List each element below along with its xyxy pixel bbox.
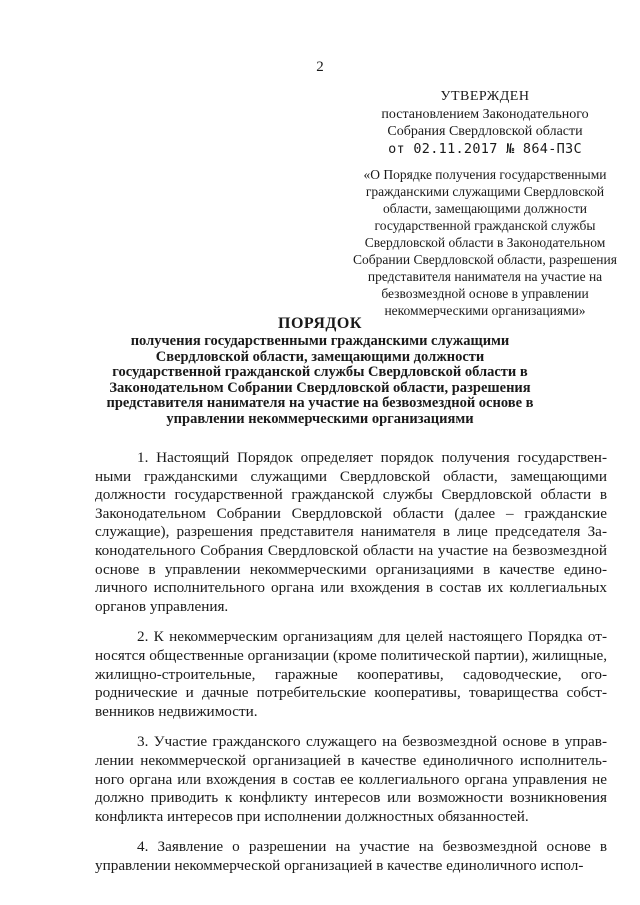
decree-number: от 02.11.2017 № 864-ПЗС [388, 140, 582, 157]
decree-title: «О Порядке получения государственными гражданскими служащими Свердловской области, замещающими должности государственной гражданской службы Свердловской области в Законодательном Собрании Свердловской области, разрешения представителя нанимателя на участие на безвозмездной основе в управлении некоммерческими организациями» [353, 167, 617, 318]
page-number: 2 [316, 59, 324, 75]
document-title: ПОРЯДОК [278, 315, 362, 332]
paragraph-3: 3. Участие гражданского служащего на безвозмездной основе в управлении некоммерческой организацией в качестве единоличного исполнительного органа или вхождения в состав ее коллегиального органа управления не должно приводить к конфликту интересов или возможности возникновения конфликта интересов при исполнении должностных обязанностей. [95, 733, 607, 825]
approval-line-1: постановлением Законодательного [381, 106, 589, 122]
paragraph-4: 4. Заявление о разрешении на участие на безвозмездной основе в управлении некоммерческой организацией в качестве единоличного испол- [95, 838, 607, 874]
approval-line-2: Собрания Свердловской области [387, 124, 583, 139]
paragraph-2: 2. К некоммерческим организациям для целей настоящего Порядка относятся общественные организации (кроме политической партии), жилищные, жилищно-строительные, гаражные кооперативы, садоводческие, огороднические и дачные потребительские кооперативы, товарищества собственников недвижимости. [95, 628, 607, 720]
paragraph-1: 1. Настоящий Порядок определяет порядок получения государственными гражданскими служащими Свердловской области, замещающими должности государственной гражданской службы Свердловской области в Законодательном Собрании Свердловской области (далее – гражданские служащие), разрешения представителя нанимателя в лице председателя Законодательного Собрания Свердловской области на участие на безвозмездной основе в управлении некоммерческими организациями в качестве единоличного исполнительного органа или вхождения в состав их коллегиальных органов управления. [95, 449, 607, 615]
approval-heading: УТВЕРЖДЕН [440, 89, 530, 104]
approval-stamp-block [340, 88, 630, 319]
document-subtitle: получения государственными гражданскими служащими Свердловской области, замещающими должности государственной гражданской службы Свердловской области в Законодательном Собрании Свердловской области, разрешения представителя нанимателя на участие на безвозмездной основе в управлении некоммерческими организациями [106, 333, 534, 427]
document-body [95, 449, 607, 887]
